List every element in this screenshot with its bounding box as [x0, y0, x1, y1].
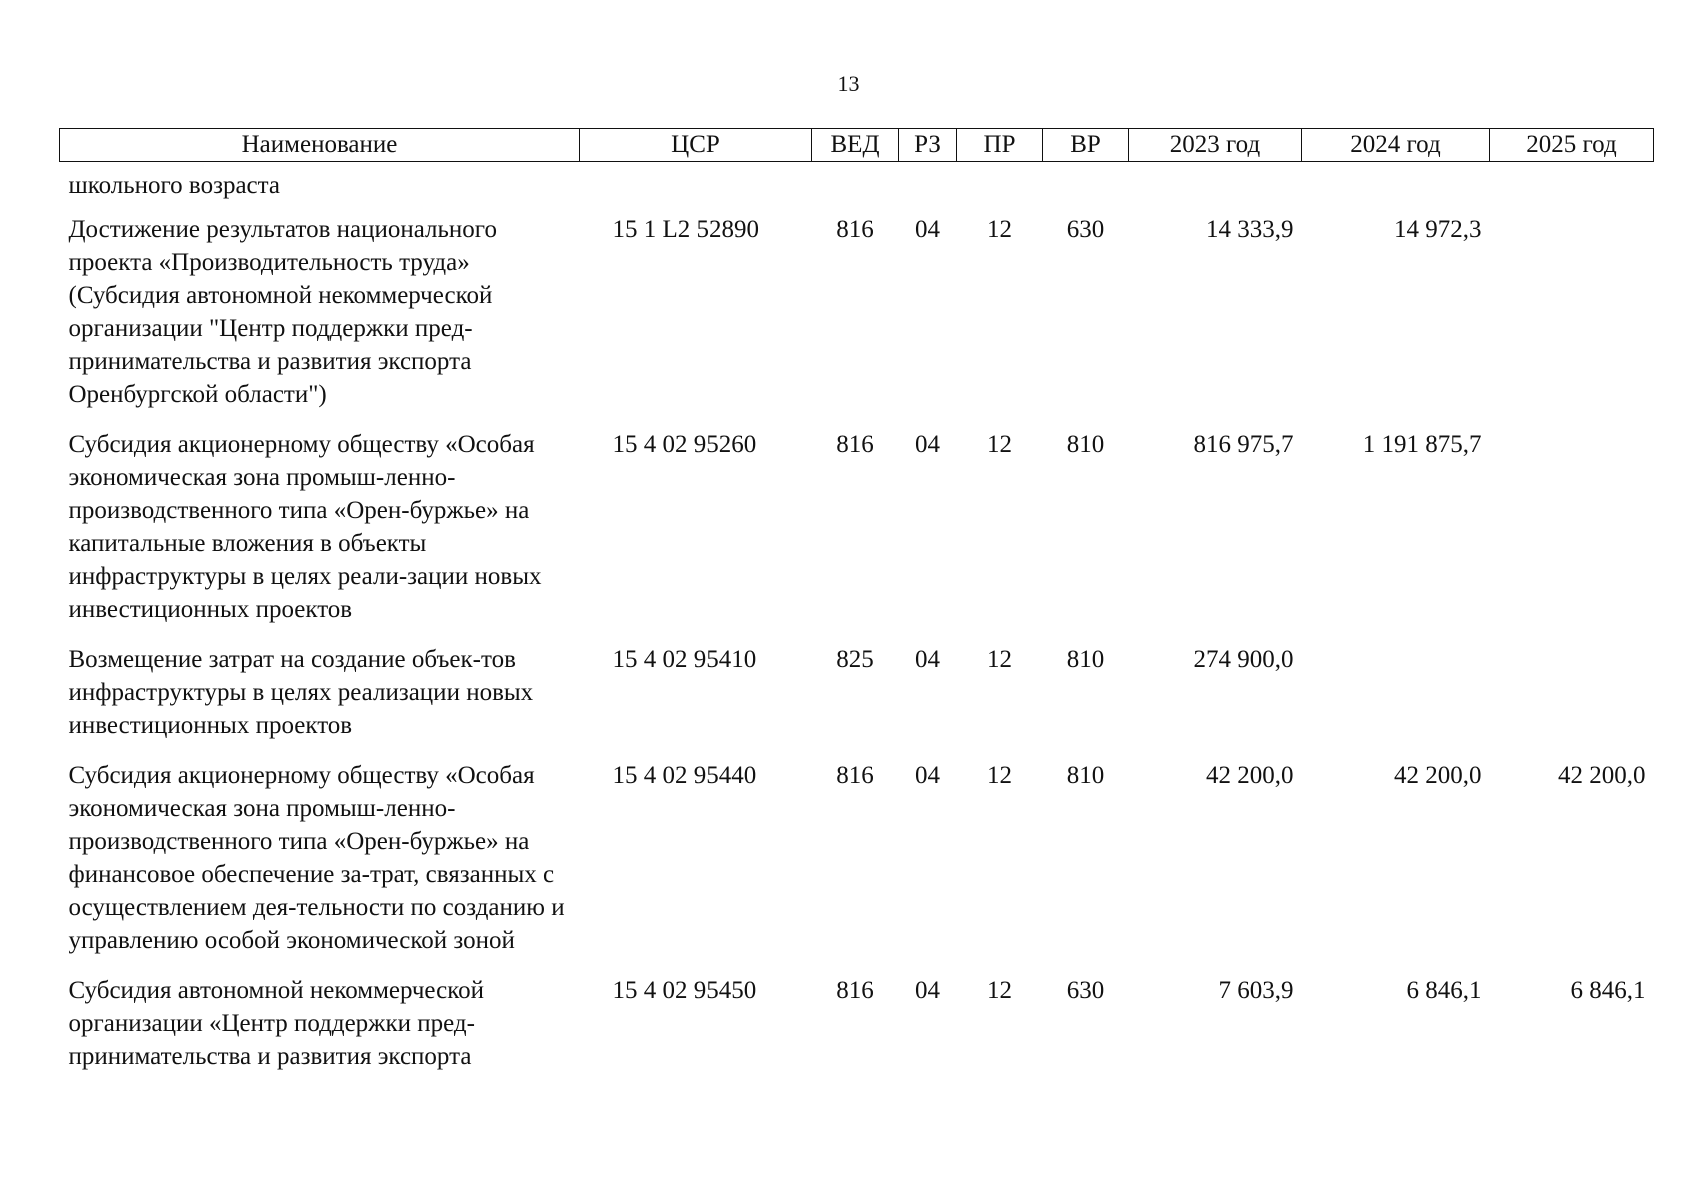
- page-number: 13: [837, 71, 860, 96]
- row-2025: [1490, 162, 1654, 214]
- table-row: [60, 974, 1654, 1090]
- header-rz: РЗ: [899, 129, 957, 162]
- row-ved: 816: [836, 216, 874, 243]
- header-ved: ВЕД: [812, 129, 899, 162]
- header-vr: ВР: [1043, 129, 1129, 162]
- row-ved: 816: [836, 977, 874, 1004]
- table-row: [60, 213, 1654, 428]
- row-name: Субсидия акционерному обществу «Особая экономическая зона промыш-ленно-производственного типа «Орен-буржье» на капитальные вложения в объекты инфраструктуры в целях реали-зации новых инвестиционных проектов: [68, 431, 542, 623]
- row-name: школьного возраста: [68, 172, 280, 199]
- row-2024: 1 191 875,7: [1362, 431, 1482, 458]
- table-row: [60, 162, 1654, 214]
- row-2025: [1490, 643, 1654, 759]
- header-csr: ЦСР: [580, 129, 812, 162]
- header-2023: 2023 год: [1129, 129, 1302, 162]
- header-pr: ПР: [957, 129, 1043, 162]
- row-name: Субсидия автономной некоммерческой организации «Центр поддержки пред-принимательства и развития экспорта: [68, 977, 485, 1070]
- row-2024: [1302, 162, 1490, 214]
- row-2025: [1490, 213, 1654, 428]
- row-2024: 6 846,1: [1406, 977, 1482, 1004]
- row-pr: [957, 162, 1043, 214]
- row-rz: 04: [915, 646, 940, 673]
- row-rz: 04: [915, 762, 940, 789]
- row-2024: 14 972,3: [1394, 216, 1482, 243]
- row-csr: [580, 162, 812, 214]
- row-csr: 15 4 02 95440: [612, 762, 757, 789]
- row-ved: 816: [836, 762, 874, 789]
- row-vr: 810: [1066, 762, 1105, 789]
- row-2023: 7 603,9: [1218, 977, 1294, 1004]
- header-2024: 2024 год: [1302, 129, 1490, 162]
- row-ved: [812, 162, 899, 214]
- row-name: Достижение результатов национального проекта «Производительность труда» (Субсидия автономной некоммерческой организации "Центр поддержки пред-принимательства и развития экспорта Оренбургской области"): [68, 216, 497, 408]
- row-pr: 12: [987, 216, 1012, 243]
- row-rz: 04: [915, 977, 940, 1004]
- row-pr: 12: [987, 977, 1012, 1004]
- row-2025: 6 846,1: [1570, 977, 1646, 1004]
- header-2025: 2025 год: [1490, 129, 1654, 162]
- table-header-row: [60, 129, 1654, 162]
- row-2025: 42 200,0: [1558, 762, 1646, 789]
- row-ved: 816: [836, 431, 874, 458]
- row-csr: 15 4 02 95450: [612, 977, 757, 1004]
- row-pr: 12: [987, 762, 1012, 789]
- row-vr: 630: [1066, 216, 1105, 243]
- row-rz: [899, 162, 957, 214]
- row-rz: 04: [915, 431, 940, 458]
- row-csr: 15 4 02 95260: [612, 431, 757, 458]
- row-csr: 15 1 L2 52890: [612, 216, 760, 243]
- row-2023: [1129, 162, 1302, 214]
- row-rz: 04: [915, 216, 940, 243]
- row-2023: 816 975,7: [1193, 431, 1294, 458]
- row-vr: 810: [1066, 431, 1105, 458]
- row-2024: 42 200,0: [1394, 762, 1482, 789]
- row-csr: 15 4 02 95410: [612, 646, 757, 673]
- row-2024: [1302, 643, 1490, 759]
- row-pr: 12: [987, 646, 1012, 673]
- row-vr: 810: [1066, 646, 1105, 673]
- row-2023: 42 200,0: [1206, 762, 1294, 789]
- row-name: Возмещение затрат на создание объек-тов инфраструктуры в целях реализации новых инвестиционных проектов: [68, 646, 534, 739]
- row-name: Субсидия акционерному обществу «Особая экономическая зона промыш-ленно-производственного типа «Орен-буржье» на финансовое обеспечение за-трат, связанных с осуществлением дея-тельности по созданию и управлению особой экономической зоной: [68, 762, 565, 954]
- row-ved: 825: [836, 646, 874, 673]
- table-row: [60, 759, 1654, 974]
- row-vr: [1043, 162, 1129, 214]
- row-pr: 12: [987, 431, 1012, 458]
- row-2025: [1490, 428, 1654, 643]
- budget-table: [59, 128, 1654, 1090]
- row-vr: 630: [1066, 977, 1105, 1004]
- table-row: [60, 428, 1654, 643]
- row-2023: 274 900,0: [1193, 646, 1294, 673]
- header-name: Наименование: [60, 129, 580, 162]
- table-row: [60, 643, 1654, 759]
- row-2023: 14 333,9: [1206, 216, 1294, 243]
